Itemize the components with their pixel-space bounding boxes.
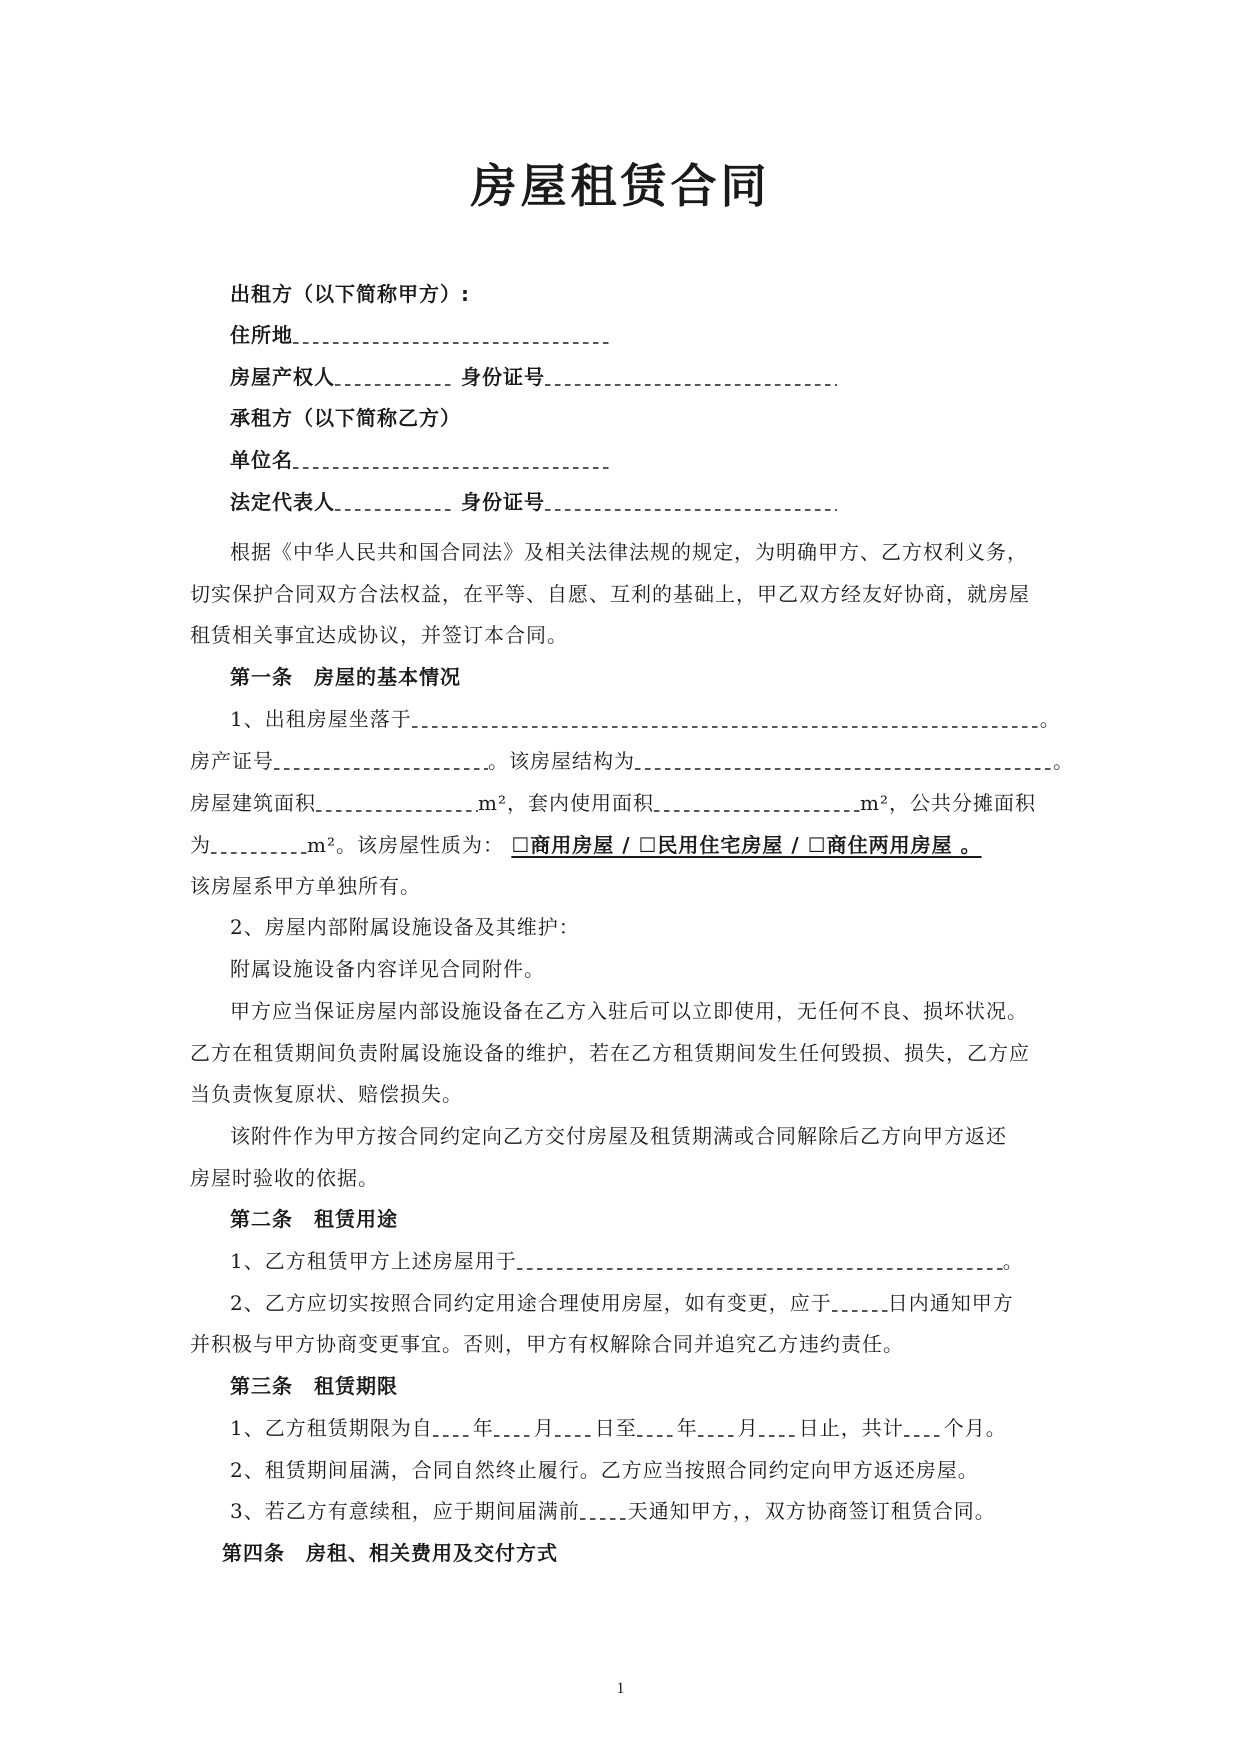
owner-id-label: 身份证号 — [460, 365, 545, 389]
owner-id-blank[interactable] — [545, 384, 837, 386]
month-label: 月 — [737, 1416, 759, 1440]
location-blank[interactable] — [412, 726, 1040, 728]
inner-area-label: m²，套内使用面积 — [478, 791, 654, 815]
usage-label: 1、乙方租赁甲方上述房屋用于 — [230, 1249, 517, 1273]
total-months-blank[interactable] — [904, 1435, 944, 1437]
month-label: 月 — [533, 1416, 555, 1440]
end-mark: 。 — [1039, 707, 1061, 731]
structure-blank[interactable] — [635, 768, 1053, 770]
article-4-heading: 第四条 房租、相关费用及交付方式 — [222, 1541, 558, 1565]
nature-label: m²。该房屋性质为： — [307, 833, 504, 857]
structure-label: 。该房屋结构为 — [488, 749, 635, 773]
notice-days-blank[interactable] — [832, 1310, 888, 1312]
cert-line — [190, 748, 1074, 774]
address-blank[interactable] — [293, 342, 611, 344]
facilities-heading: 2、房屋内部附属设施设备及其维护： — [230, 915, 580, 939]
owner-label: 房屋产权人 — [230, 365, 335, 389]
unit-blank[interactable] — [293, 467, 611, 469]
lessor-address-line — [230, 322, 611, 348]
rep-label: 法定代表人 — [230, 490, 335, 514]
end-year-blank[interactable] — [637, 1435, 677, 1437]
renewal-line — [230, 1498, 996, 1524]
cert-blank[interactable] — [274, 768, 488, 770]
facilities-para-1: 甲方应当保证房屋内部设施设备在乙方入驻后可以立即使用，无任何不良、损坏状况。 — [230, 999, 1028, 1023]
start-month-blank[interactable] — [494, 1435, 534, 1437]
day-label: 日 — [594, 1416, 616, 1440]
lessee-heading: 承租方（以下简称乙方） — [230, 406, 461, 430]
rep-id-label: 身份证号 — [460, 490, 545, 514]
shared-area-blank[interactable] — [211, 852, 307, 854]
start-day-blank[interactable] — [555, 1435, 595, 1437]
address-label: 住所地 — [230, 323, 293, 347]
owner-blank[interactable] — [335, 384, 453, 386]
annex-para-2: 房屋时验收的依据。 — [190, 1166, 379, 1190]
change-text-a: 2、乙方应切实按照合同约定用途合理使用房屋，如有变更，应于 — [230, 1291, 832, 1315]
annex-para-1: 该附件作为甲方按合同约定向乙方交付房屋及租赁期满或合同解除后乙方向甲方返还 — [230, 1124, 1007, 1148]
article-2-heading: 第二条 租赁用途 — [230, 1207, 398, 1231]
facilities-para-2: 乙方在租赁期间负责附属设施设备的维护，若在乙方租赁期间发生任何毁损、损失，乙方应 — [190, 1041, 1030, 1065]
area-blank[interactable] — [316, 810, 478, 812]
rep-id-blank[interactable] — [545, 509, 837, 511]
nature-line — [190, 832, 982, 858]
lessor-heading: 出租方（以下简称甲方）: — [230, 282, 470, 306]
renewal-days-blank[interactable] — [580, 1518, 628, 1520]
to-label: 至 — [615, 1416, 637, 1440]
rep-blank[interactable] — [335, 509, 453, 511]
change-line-1 — [230, 1290, 1014, 1316]
usage-blank[interactable] — [517, 1268, 1003, 1270]
page-number: 1 — [616, 1680, 625, 1697]
shared-area-label: m²，公共分摊面积 — [859, 791, 1036, 815]
article-3-heading: 第三条 租赁期限 — [230, 1374, 398, 1398]
end-month-blank[interactable] — [698, 1435, 738, 1437]
rep-line — [230, 489, 837, 515]
area-label: 房屋建筑面积 — [190, 791, 316, 815]
change-text-b: 日内通知甲方 — [887, 1291, 1014, 1315]
location-line — [230, 706, 1061, 732]
preamble-line-1: 根据《中华人民共和国合同法》及相关法律法规的规定，为明确甲方、乙方权利义务， — [230, 540, 1028, 564]
months-label: 个月。 — [943, 1416, 1007, 1440]
shared-prefix: 为 — [190, 833, 211, 857]
term-prefix: 1、乙方租赁期限为自 — [230, 1416, 433, 1440]
end-mark: 。 — [1053, 749, 1074, 773]
facilities-note: 附属设施设备内容详见合同附件。 — [230, 957, 545, 981]
ownership-line: 该房屋系甲方单独所有。 — [190, 874, 421, 898]
owner-line — [230, 364, 837, 390]
change-line-2: 并积极与甲方协商变更事宜。否则，甲方有权解除合同并追究乙方违约责任。 — [190, 1332, 904, 1356]
facilities-para-3: 当负责恢复原状、赔偿损失。 — [190, 1082, 463, 1106]
preamble-line-3: 租赁相关事宜达成协议，并签订本合同。 — [190, 623, 568, 647]
unit-line — [230, 447, 611, 473]
unit-label: 单位名 — [230, 448, 293, 472]
day-end-label: 日止，共计 — [798, 1416, 904, 1440]
cert-label: 房产证号 — [190, 749, 274, 773]
area-line — [190, 790, 1036, 816]
term-item-2: 2、租赁期间届满，合同自然终止履行。乙方应当按照合同约定向甲方返还房屋。 — [230, 1458, 979, 1482]
article-1-heading: 第一条 房屋的基本情况 — [230, 665, 461, 689]
year-label: 年 — [472, 1416, 494, 1440]
start-year-blank[interactable] — [433, 1435, 473, 1437]
term-line — [230, 1415, 1007, 1441]
year-label: 年 — [676, 1416, 698, 1440]
preamble-line-2: 切实保护合同双方合法权益，在平等、自愿、互利的基础上，甲乙双方经友好协商，就房屋 — [190, 582, 1030, 606]
document-title: 房屋租赁合同 — [470, 159, 771, 213]
usage-line — [230, 1248, 1024, 1274]
end-day-blank[interactable] — [759, 1435, 799, 1437]
location-label: 1、出租房屋坐落于 — [230, 707, 412, 731]
renewal-text-b: 天通知甲方，，双方协商签订租赁合同。 — [627, 1499, 996, 1523]
nature-options[interactable]: ☐商用房屋 / ☐民用住宅房屋 / ☐商住两用房屋 。 — [511, 833, 982, 857]
renewal-text-a: 3、若乙方有意续租，应于期间届满前 — [230, 1499, 580, 1523]
end-mark: 。 — [1002, 1249, 1024, 1273]
inner-area-blank[interactable] — [654, 810, 860, 812]
